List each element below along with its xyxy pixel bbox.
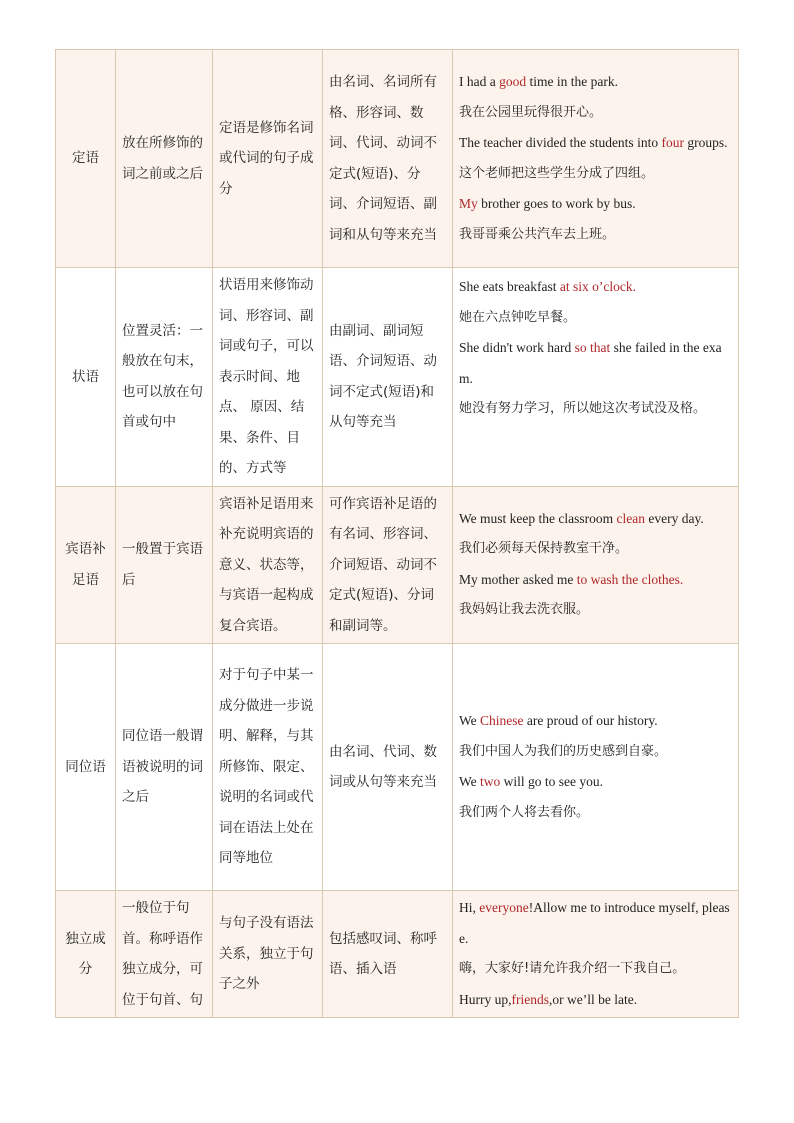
sentence-text: Hi, xyxy=(459,900,480,915)
definition-cell: 状语用来修饰动词、形容词、副词或句子，可以表示时间、地点、 原因、结果、条件、目的、方式等 xyxy=(213,268,323,487)
examples-cell xyxy=(453,891,739,1018)
sentence-text: We must keep the classroom xyxy=(459,510,617,526)
examples-cell xyxy=(453,644,739,891)
highlighted-phrase: Chinese xyxy=(480,713,524,728)
example-translation: 我们必须每天保持教室干净。 xyxy=(459,541,629,557)
example-sentence xyxy=(459,706,732,737)
term-cell: 同位语 xyxy=(56,644,116,891)
definition-cell: 对于句子中某一成分做进一步说明、解释，与其所修饰、限定、说明的名词或代词在语法上处在同等地位 xyxy=(213,644,323,891)
fillers-cell: 由名词、名词所有格、形容词、数词、代词、动词不定式(短语)、分词、介词短语、副词和从句等来充当 xyxy=(323,50,453,268)
example-sentence xyxy=(459,565,732,596)
sentence-text: Hurry up, xyxy=(459,991,512,1007)
example-sentence xyxy=(459,333,732,394)
example-sentence xyxy=(459,128,732,159)
sentence-text: My mother asked me xyxy=(459,571,577,587)
grammar-table xyxy=(55,49,739,1018)
highlighted-phrase: four xyxy=(661,135,684,150)
sentence-text: We xyxy=(459,774,481,789)
fillers-cell: 由副词、副词短语、介词短语、动词不定式(短语)和从句等充当 xyxy=(323,268,453,487)
example-sentence xyxy=(459,985,732,1016)
table-row xyxy=(56,486,739,644)
example-sentence xyxy=(459,893,732,954)
position-cell: 一般位于句首。称呼语作独立成分，可位于句首、句 xyxy=(116,891,213,1018)
example-translation: 她没有努力学习，所以她这次考试没及格。 xyxy=(459,401,707,416)
example-translation: 这个老师把这些学生分成了四组。 xyxy=(459,165,655,181)
sentence-text: every day. xyxy=(644,510,704,526)
highlighted-phrase: everyone xyxy=(479,900,529,915)
position-cell: 同位语一般谓语被说明的词之后 xyxy=(116,644,213,891)
definition-cell: 与句子没有语法关系，独立于句子之外 xyxy=(213,891,323,1018)
sentence-text: groups. xyxy=(683,135,728,150)
definition-cell: 宾语补足语用来补充说明宾语的意义、状态等，与宾语一起构成复合宾语。 xyxy=(213,486,323,644)
sentence-text: she failed in the exam. xyxy=(459,340,722,386)
highlighted-phrase: to wash the clothes. xyxy=(576,571,684,587)
example-sentence xyxy=(459,767,732,798)
sentence-text: We xyxy=(459,713,481,728)
example-translation: 我们中国人为我们的历史感到自豪。 xyxy=(459,743,668,759)
highlighted-phrase: good xyxy=(499,74,527,89)
highlighted-phrase: two xyxy=(480,774,501,789)
term-cell: 宾语补足语 xyxy=(56,486,116,644)
example-sentence xyxy=(459,272,732,303)
sentence-text: brother goes to work by bus. xyxy=(477,196,636,211)
table-row xyxy=(56,644,739,891)
example-translation: 我们两个人将去看你。 xyxy=(459,804,590,820)
example-translation: 嗨，大家好!请允许我介绍一下我自己。 xyxy=(459,961,686,976)
highlighted-phrase: so that xyxy=(574,340,611,355)
example-translation: 我妈妈让我去洗衣服。 xyxy=(459,602,590,618)
highlighted-phrase: at six o’clock. xyxy=(559,279,636,294)
position-cell: 放在所修饰的词之前或之后 xyxy=(116,50,213,268)
highlighted-phrase: My xyxy=(459,196,478,211)
term-cell: 定语 xyxy=(56,50,116,268)
table-row xyxy=(56,50,739,268)
sentence-text: time in the park. xyxy=(526,74,618,89)
highlighted-phrase: clean xyxy=(616,510,645,526)
examples-cell xyxy=(453,50,739,268)
sentence-text: She didn't work hard xyxy=(459,340,575,355)
position-cell: 一般置于宾语后 xyxy=(116,486,213,644)
sentence-text: The teacher divided the students into xyxy=(459,135,662,150)
sentence-text: !Allow me to introduce myself, please. xyxy=(459,900,730,946)
example-sentence xyxy=(459,504,732,535)
term-cell: 状语 xyxy=(56,268,116,487)
sentence-text: will go to see you. xyxy=(500,774,604,789)
sentence-text: I had a xyxy=(459,74,500,89)
examples-cell xyxy=(453,268,739,487)
position-cell: 位置灵活：一般放在句末，也可以放在句首或句中 xyxy=(116,268,213,487)
example-sentence xyxy=(459,189,732,220)
example-sentence xyxy=(459,67,732,98)
sentence-text: ,or we’ll be late. xyxy=(549,991,638,1007)
term-cell: 独立成分 xyxy=(56,891,116,1018)
highlighted-phrase: friends xyxy=(511,991,549,1007)
examples-cell xyxy=(453,486,739,644)
sentence-text: She eats breakfast xyxy=(459,279,560,294)
example-translation: 我在公园里玩得很开心。 xyxy=(459,104,603,120)
definition-cell: 定语是修饰名词或代词的句子成分 xyxy=(213,50,323,268)
fillers-cell: 包括感叹词、称呼语、插入语 xyxy=(323,891,453,1018)
table-row xyxy=(56,268,739,487)
example-translation: 我哥哥乘公共汽车去上班。 xyxy=(459,226,616,242)
table-row xyxy=(56,891,739,1018)
example-translation: 她在六点钟吃早餐。 xyxy=(459,309,577,325)
fillers-cell: 可作宾语补足语的有名词、形容词、介词短语、动词不定式(短语)、分词和副词等。 xyxy=(323,486,453,644)
fillers-cell: 由名词、代词、数词或从句等来充当 xyxy=(323,644,453,891)
sentence-text: are proud of our history. xyxy=(523,713,658,728)
